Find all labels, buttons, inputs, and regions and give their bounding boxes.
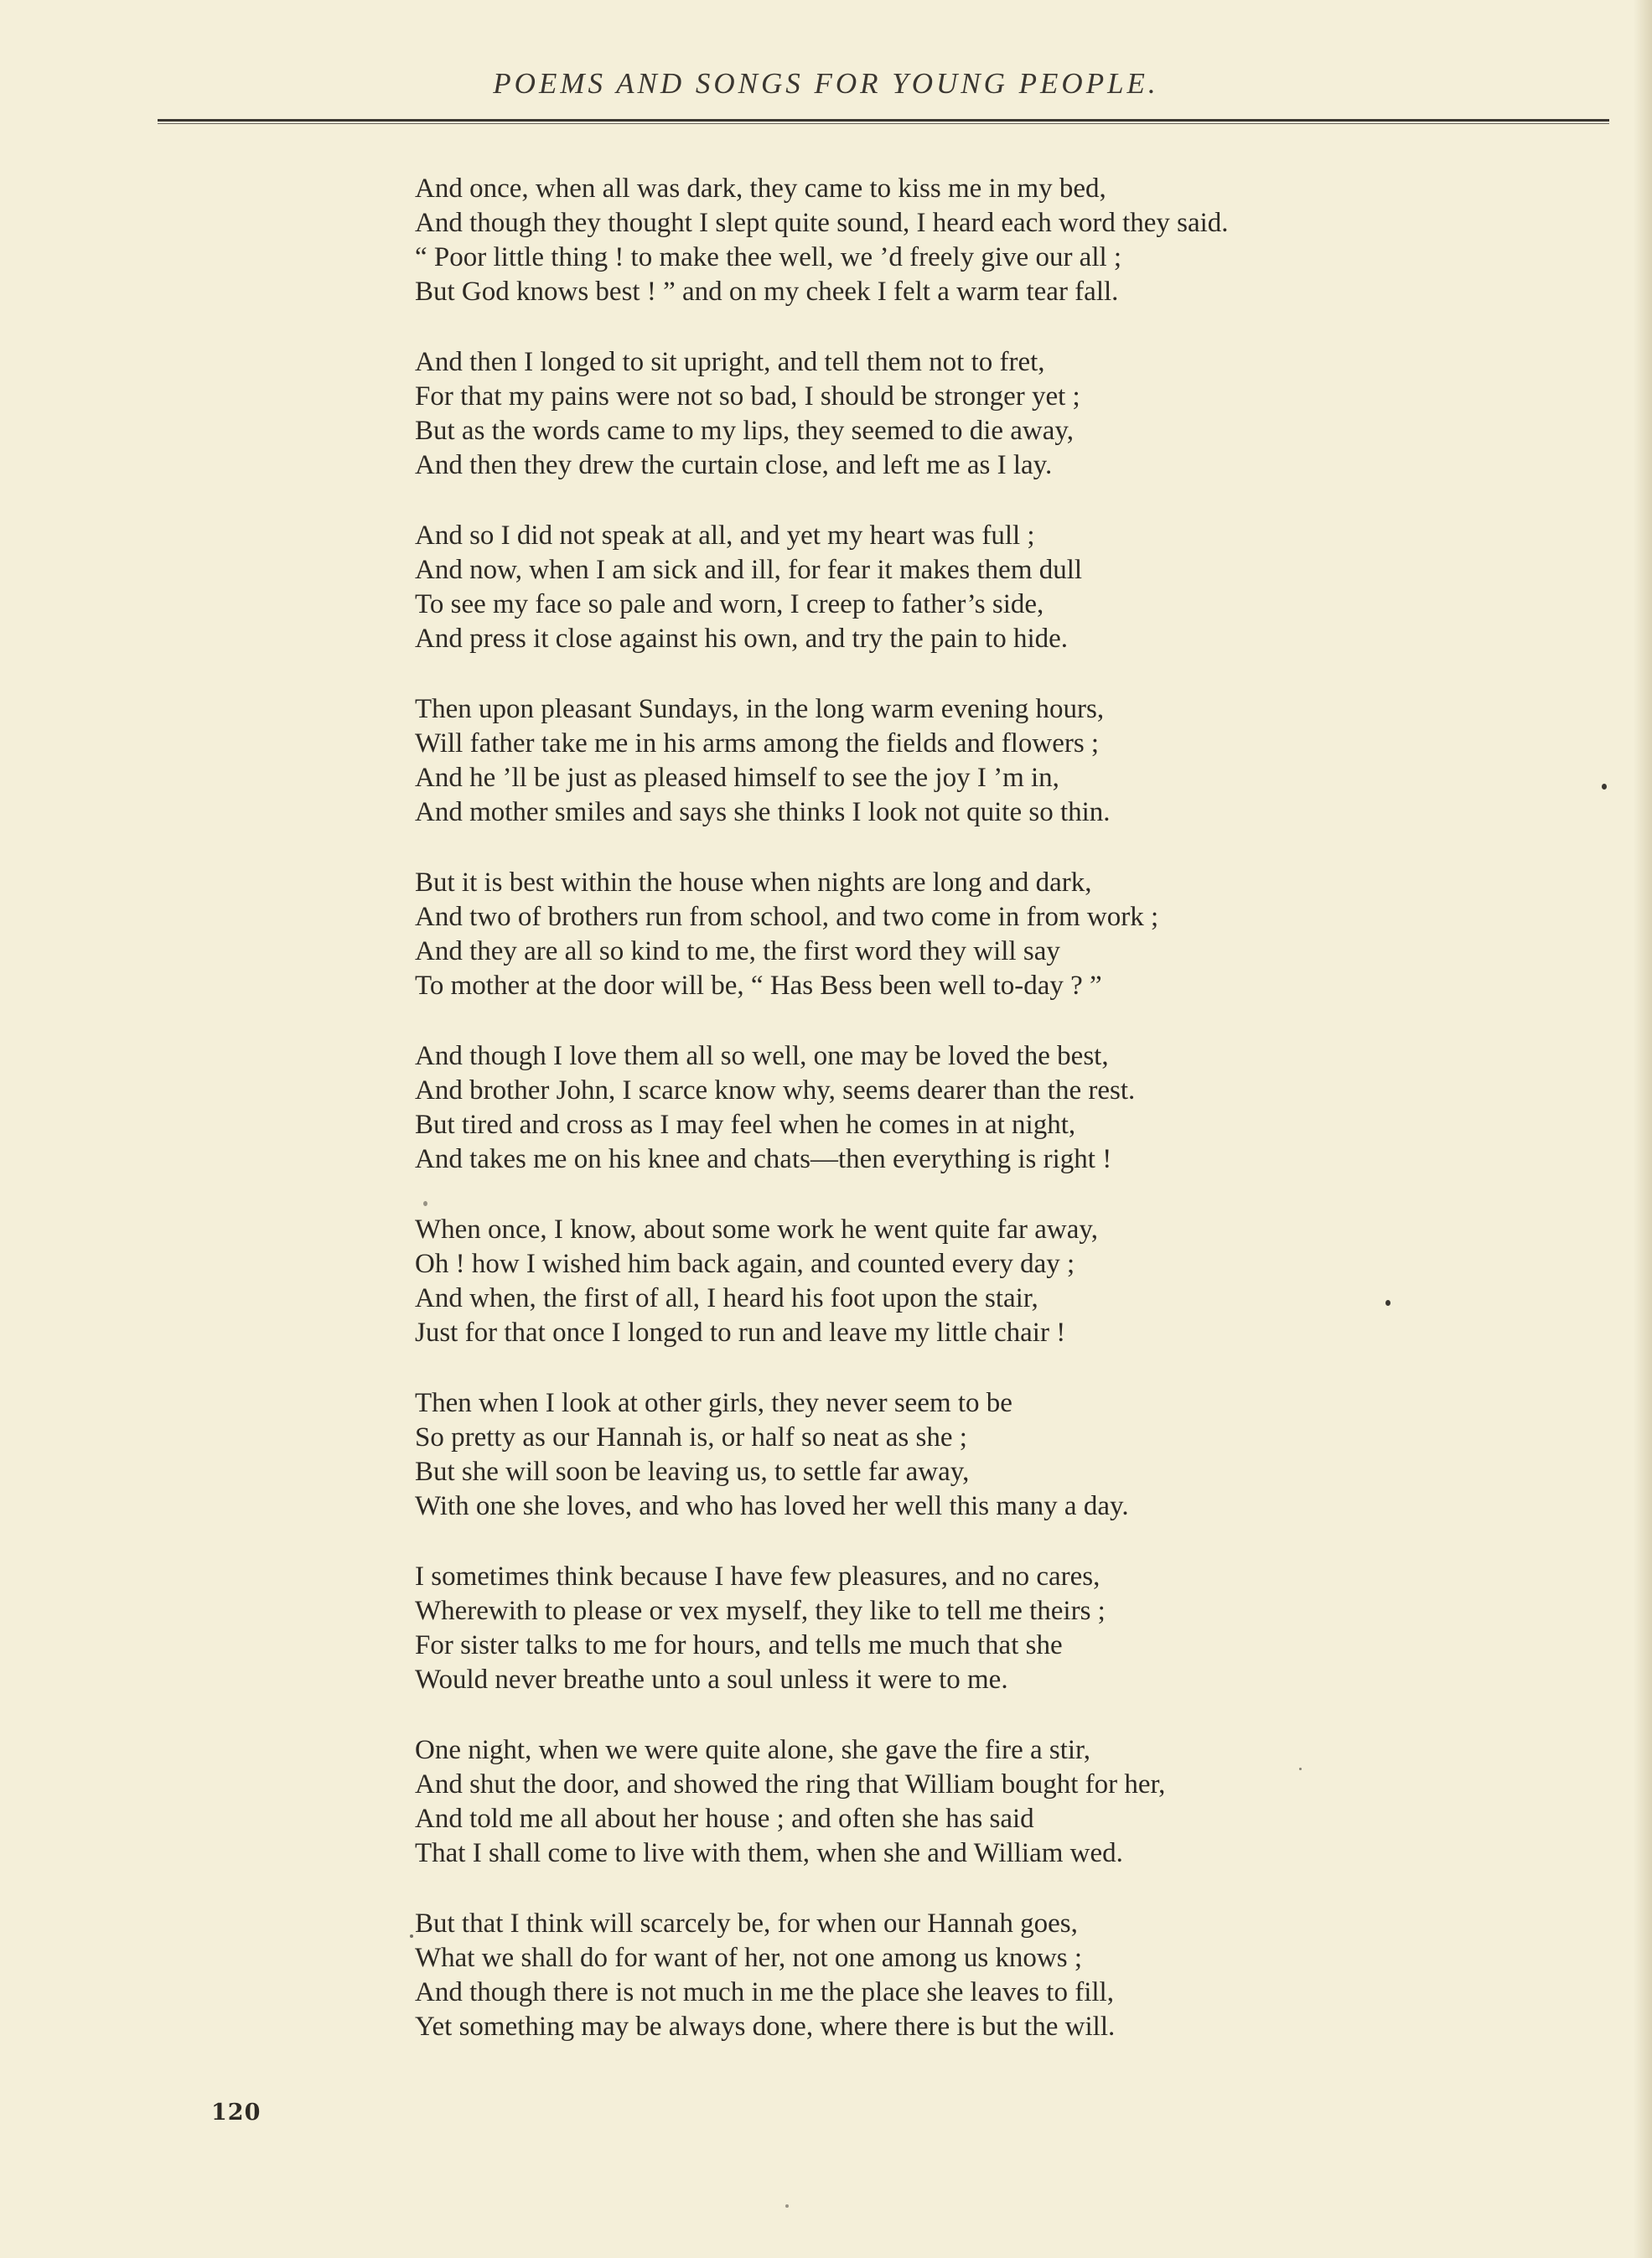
poem-line: And though they thought I slept quite sound, I heard each word they said. xyxy=(415,208,1229,238)
stanza-3 xyxy=(415,519,1504,656)
poem-line: When once, I know, about some work he went quite far away, xyxy=(415,1214,1098,1245)
ink-speck xyxy=(1385,1300,1390,1306)
poem-line: Oh ! how I wished him back again, and counted every day ; xyxy=(415,1249,1075,1279)
poem-line: But it is best within the house when nights are long and dark, xyxy=(415,867,1092,898)
stanza-1 xyxy=(415,172,1504,309)
header-rule-thin xyxy=(158,123,1609,124)
poem-line: Would never breathe unto a soul unless it were to me. xyxy=(415,1665,1008,1695)
poem-line: I sometimes think because I have few pleasures, and no cares, xyxy=(415,1561,1100,1592)
stanza-5 xyxy=(415,866,1504,1003)
poem-line: And then I longed to sit upright, and tell them not to fret, xyxy=(415,347,1045,377)
stanza-6 xyxy=(415,1039,1504,1177)
header-rule xyxy=(158,119,1609,122)
poem-line: For that my pains were not so bad, I should be stronger yet ; xyxy=(415,381,1080,412)
poem-line: But God knows best ! ” and on my cheek I felt a warm tear fall. xyxy=(415,277,1119,307)
poem-line: That I shall come to live with them, when she and William wed. xyxy=(415,1838,1123,1868)
running-head-title: POEMS AND SONGS FOR YOUNG PEOPLE. xyxy=(493,67,1159,100)
poem-line: Then when I look at other girls, they never seem to be xyxy=(415,1388,1012,1418)
poem-line: To mother at the door will be, “ Has Bess been well to-day ? ” xyxy=(415,971,1102,1001)
poem-line: And they are all so kind to me, the first word they will say xyxy=(415,936,1060,966)
poem-line: But tired and cross as I may feel when he comes in at night, xyxy=(415,1110,1076,1140)
ink-speck xyxy=(410,1934,413,1938)
poem-line: But she will soon be leaving us, to settle far away, xyxy=(415,1457,970,1487)
poem-line: And so I did not speak at all, and yet my heart was full ; xyxy=(415,520,1035,551)
poem-line: And press it close against his own, and try the pain to hide. xyxy=(415,624,1069,654)
stanza-2 xyxy=(415,345,1504,483)
stanza-7 xyxy=(415,1213,1504,1350)
poem-line: Then upon pleasant Sundays, in the long warm evening hours, xyxy=(415,694,1105,724)
ink-speck xyxy=(1299,1768,1302,1770)
stanza-4 xyxy=(415,692,1504,830)
poem-line: And then they drew the curtain close, and left me as I lay. xyxy=(415,450,1053,480)
poem-line: “ Poor little thing ! to make thee well, we ’d freely give our all ; xyxy=(415,242,1122,272)
poem-line: And when, the first of all, I heard his foot upon the stair, xyxy=(415,1283,1038,1313)
stanza-9 xyxy=(415,1560,1504,1697)
stanza-11 xyxy=(415,1907,1504,2044)
poem-line: And shut the door, and showed the ring that William bought for her, xyxy=(415,1769,1166,1800)
poem-line: But as the words came to my lips, they seemed to die away, xyxy=(415,416,1075,446)
page-edge-shadow xyxy=(1634,0,1652,2258)
poem-line: And brother John, I scarce know why, seems dearer than the rest. xyxy=(415,1075,1136,1106)
poem-body xyxy=(415,172,1504,2044)
ink-speck xyxy=(1602,784,1607,790)
poem-line: And he ’ll be just as pleased himself to see the joy I ’m in, xyxy=(415,763,1059,793)
poem-line: Just for that once I longed to run and leave my little chair ! xyxy=(415,1318,1066,1348)
poem-line: But that I think will scarcely be, for when our Hannah goes, xyxy=(415,1908,1078,1939)
poem-line: To see my face so pale and worn, I creep to father’s side, xyxy=(415,589,1044,619)
poem-line: And mother smiles and says she thinks I look not quite so thin. xyxy=(415,797,1111,827)
poem-line: Will father take me in his arms among the fields and flowers ; xyxy=(415,728,1100,759)
ink-speck xyxy=(423,1201,427,1206)
poem-line: With one she loves, and who has loved her well this many a day. xyxy=(415,1491,1129,1521)
poem-line: And though I love them all so well, one may be loved the best, xyxy=(415,1041,1109,1071)
ink-speck xyxy=(785,2204,789,2208)
poem-line: Yet something may be always done, where there is but the will. xyxy=(415,2012,1116,2042)
page-number: 120 xyxy=(211,2100,262,2126)
poem-line: Wherewith to please or vex myself, they like to tell me theirs ; xyxy=(415,1596,1106,1626)
poem-line: And though there is not much in me the place she leaves to fill, xyxy=(415,1977,1114,2007)
poem-line: And once, when all was dark, they came to kiss me in my bed, xyxy=(415,173,1106,204)
poem-line: And told me all about her house ; and often she has said xyxy=(415,1804,1034,1834)
poem-line: One night, when we were quite alone, she gave the fire a stir, xyxy=(415,1735,1090,1765)
poem-line: So pretty as our Hannah is, or half so neat as she ; xyxy=(415,1422,967,1453)
stanza-10 xyxy=(415,1733,1504,1871)
stanza-8 xyxy=(415,1386,1504,1524)
poem-line: And takes me on his knee and chats—then everything is right ! xyxy=(415,1144,1112,1174)
poem-line: For sister talks to me for hours, and tells me much that she xyxy=(415,1630,1063,1660)
poem-line: And two of brothers run from school, and two come in from work ; xyxy=(415,902,1159,932)
poem-line: And now, when I am sick and ill, for fear it makes them dull xyxy=(415,555,1083,585)
poem-line: What we shall do for want of her, not one among us knows ; xyxy=(415,1943,1083,1973)
